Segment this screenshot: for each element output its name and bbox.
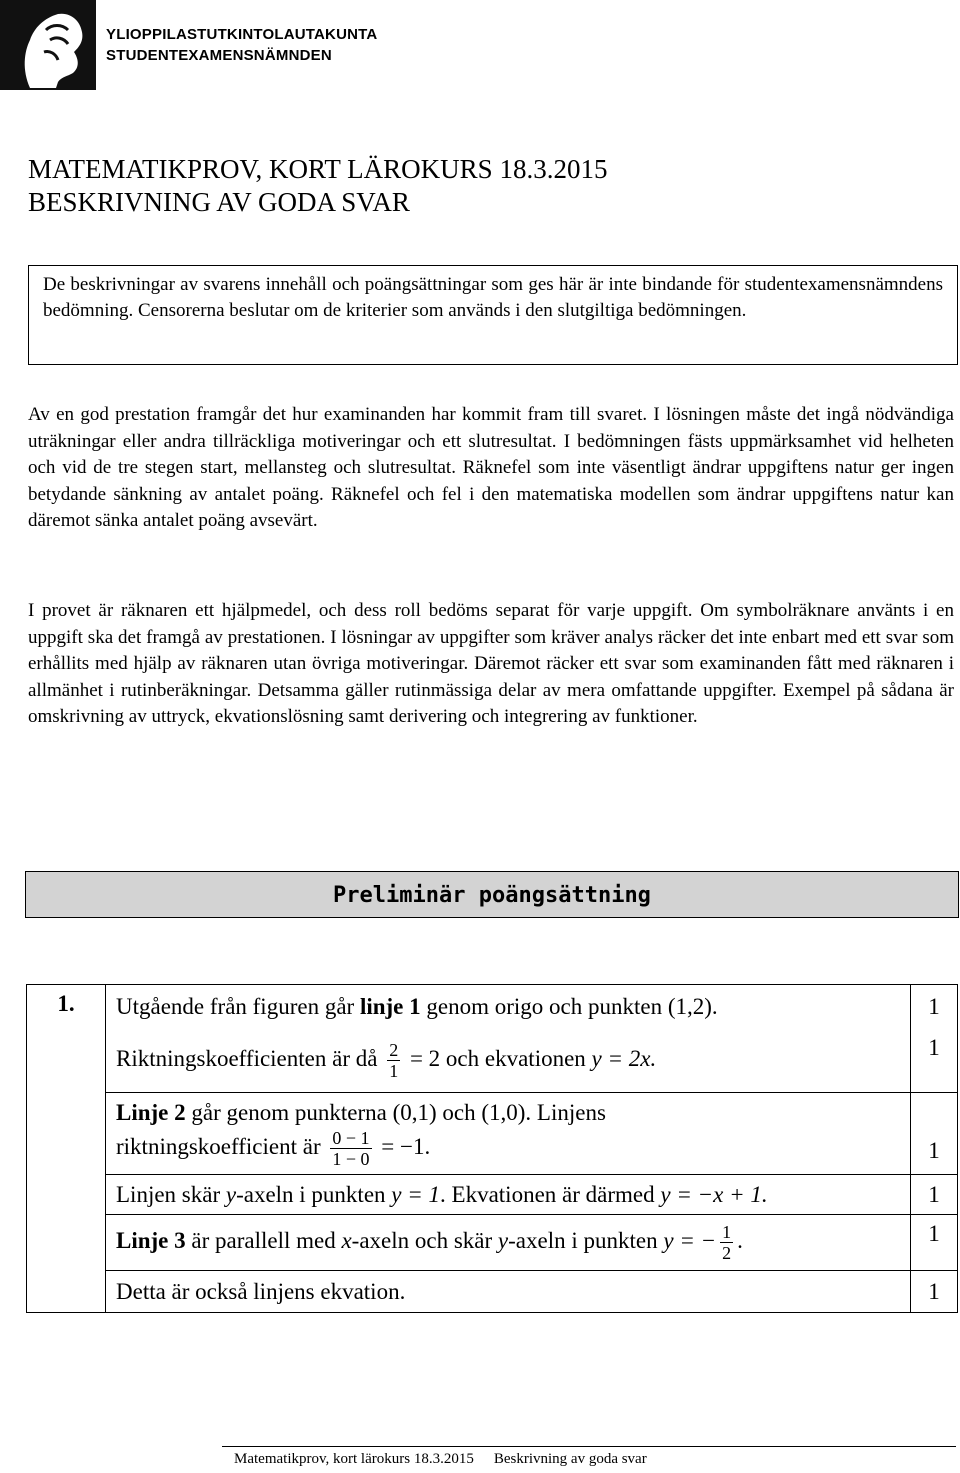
table-row (27, 985, 958, 1029)
numerator: 1 (722, 1222, 732, 1242)
org-line-2: STUDENTEXAMENSNÄMNDEN (106, 47, 332, 64)
solution-step-1 (106, 985, 911, 1029)
equation: y = 2x. (591, 1045, 657, 1071)
solution-step-6: Detta är också linjens ekvation. (106, 1271, 911, 1313)
step-text: genom origo och punkten (1,2). (420, 993, 718, 1019)
org-line-1: YLIOPPILASTUTKINTOLAUTAKUNTA (106, 26, 378, 43)
points: 1 (911, 1215, 958, 1271)
step-bold: linje 1 (359, 993, 421, 1019)
page-footer (222, 1451, 956, 1468)
equation: y = − (663, 1227, 717, 1253)
step-bold: Linje 2 (116, 1100, 186, 1125)
solution-step-5 (106, 1215, 911, 1271)
title-line-2: BESKRIVNING AV GODA SVAR (28, 187, 410, 217)
solution-table (26, 984, 958, 1313)
fraction (720, 1222, 733, 1263)
step-text: = −1. (375, 1133, 431, 1159)
points: 1 (911, 985, 958, 1029)
fraction (387, 1040, 400, 1081)
points: 1 (911, 1093, 958, 1175)
solution-step-4 (106, 1175, 911, 1215)
equation: y = −x + 1. (660, 1181, 768, 1207)
step-text: -axeln och skär (351, 1227, 498, 1253)
solution-step-2 (106, 1029, 911, 1093)
points: 1 (911, 1271, 958, 1313)
footer-right: Beskrivning av goda svar (493, 1451, 647, 1467)
disclaimer-box: De beskrivningar av svarens innehåll och poängsättningar som ges här är inte bindande för studentexamensnämndens bedömning. Censorerna beslutar om de kriterier som används i den slutgiltiga bedömningen. (28, 265, 958, 365)
step-text: går genom punkterna (0,1) och (1,0). Linjens (185, 1100, 606, 1125)
step-text: . Ekvationen är därmed (440, 1181, 661, 1207)
step-text: Riktningskoefficienten är då (116, 1045, 384, 1071)
variable: y (497, 1227, 509, 1253)
fraction (330, 1128, 371, 1169)
section-banner: Preliminär poängsättning (25, 871, 959, 918)
table-row (27, 1093, 958, 1175)
org-name (106, 24, 377, 66)
table-row (27, 1175, 958, 1215)
step-text: . (737, 1227, 743, 1253)
equation: y = 1 (391, 1181, 441, 1207)
table-row (27, 1271, 958, 1313)
step-text: -axeln i punkten (508, 1227, 664, 1253)
paragraph-calculator: I provet är räknaren ett hjälpmedel, och dess roll bedöms separat för varje uppgift. Om symbolräknare använts i en uppgift ska det framgå av prestationen. I lösningar av uppgifter som kräver analys räcker det inte enbart med ett svar som erhållits med hjälp av räknaren utan övriga motiveringar. Däremot räcker ett svar som examinanden fått med räknaren i allmänhet i rutinberäkningar. Detsamma gäller rutinmässiga delar av mera omfattande uppgifter. Exempel på sådana är omskrivning av uttryck, ekvationslösning samt derivering och integrering av funktioner. (28, 600, 954, 727)
title-line-1: MATEMATIKPROV, KORT LÄROKURS 18.3.2015 (28, 154, 608, 184)
page-title (28, 153, 607, 219)
footer-divider (222, 1446, 956, 1447)
points: 1 (911, 1029, 958, 1093)
numerator: 2 (389, 1039, 399, 1060)
board-logo (0, 0, 96, 90)
numerator: 0 − 1 (332, 1128, 370, 1148)
step-text: riktningskoefficient är (116, 1133, 327, 1159)
denominator: 1 (389, 1060, 399, 1081)
denominator: 2 (722, 1243, 732, 1263)
step-text: Utgående från figuren går (116, 993, 360, 1019)
footer-left: Matematikprov, kort lärokurs 18.3.2015 (234, 1451, 474, 1467)
step-text: är parallell med (185, 1227, 342, 1253)
solution-step-3 (106, 1093, 911, 1175)
step-bold: Linje 3 (116, 1227, 186, 1253)
points: 1 (911, 1175, 958, 1215)
task-number: 1. (27, 985, 106, 1313)
table-row (27, 1029, 958, 1093)
step-text: -axeln i punkten (236, 1181, 392, 1207)
denominator: 1 − 0 (332, 1149, 370, 1169)
step-text: = 2 och ekvationen (404, 1045, 592, 1071)
variable: y (225, 1181, 237, 1207)
variable: x (341, 1227, 352, 1253)
step-text: Linjen skär (116, 1181, 226, 1207)
paragraph-prestation: Av en god prestation framgår det hur examinanden har kommit fram till svaret. I lösningen måste det ingå nödvändiga uträkningar eller andra tillräckliga motiveringar och ett slutresultat. I bedömningen fästs uppmärksamhet vid helheten och vid de tre stegen start, mellansteg och slutresultat. Räknefel som inte väsentligt ändrar uppgiftens natur ger ingen betydande sänkning av antalet poäng. Räknefel och fel i den matematiska modellen som ändrar uppgiftens natur kan däremot sänka antalet poäng avsevärt. (28, 404, 954, 531)
table-row (27, 1215, 958, 1271)
